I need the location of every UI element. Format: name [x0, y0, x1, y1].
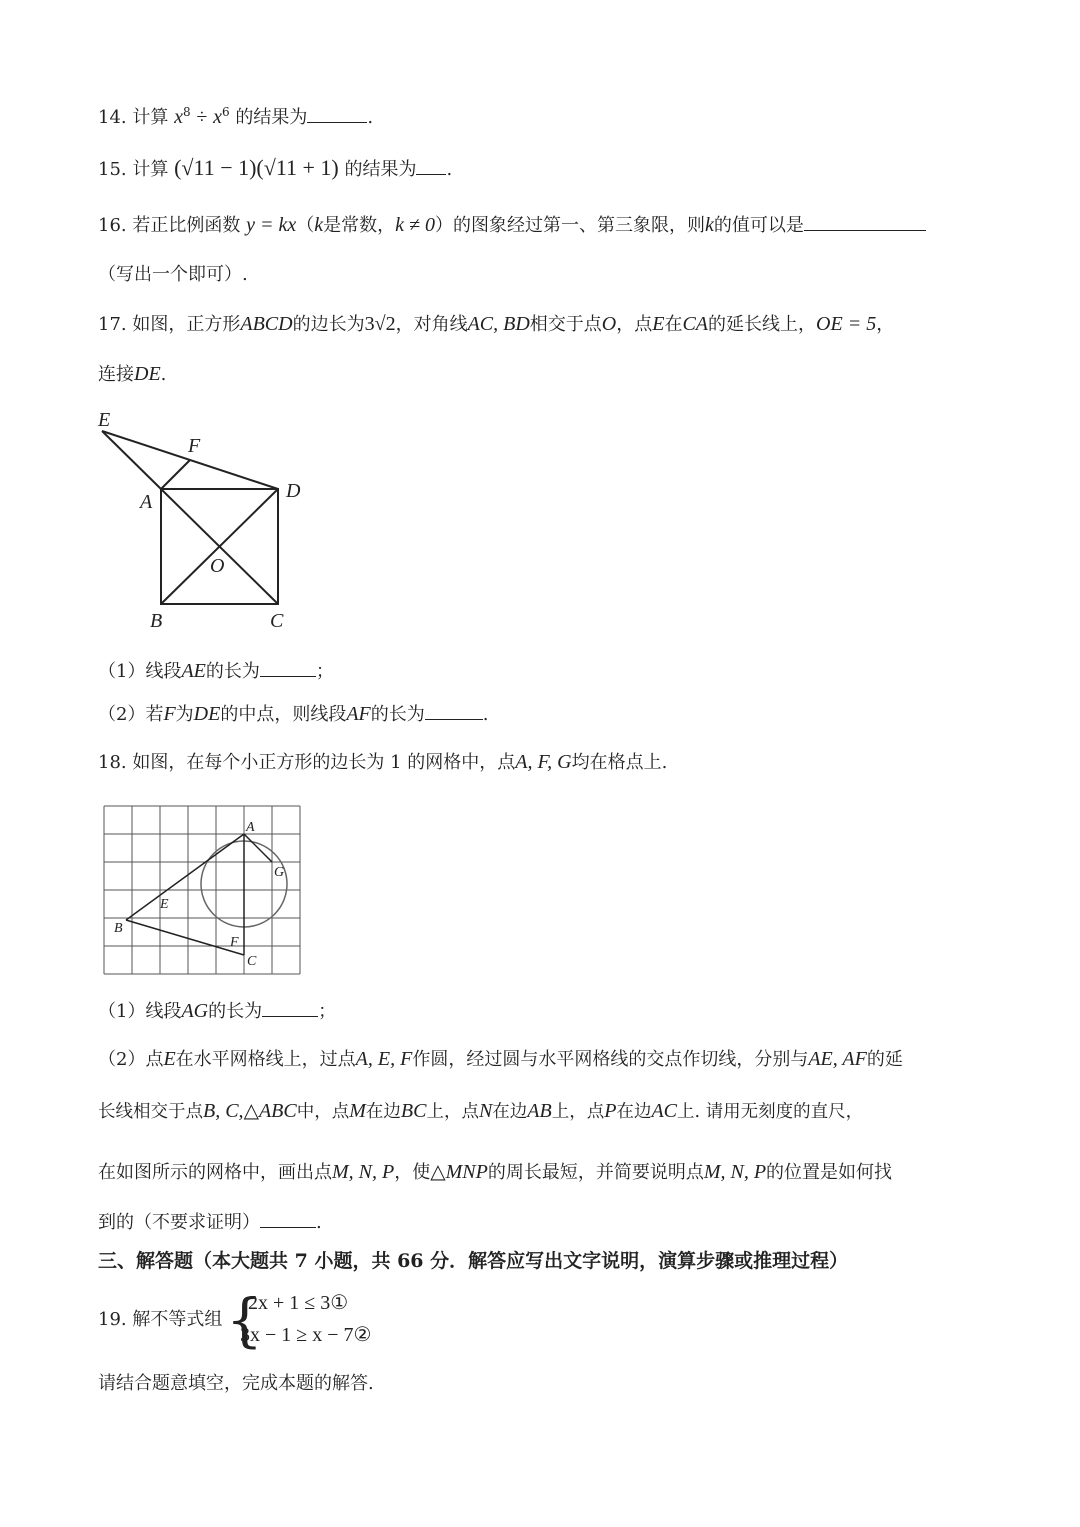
q18-sub1 [98, 999, 336, 1024]
q16-k2: k [705, 214, 714, 236]
q17-text-d: 相交于点 [529, 314, 602, 335]
q17-sub2-text-c: 的中点，则线段 [220, 704, 347, 725]
q17-sub2-f: F [163, 703, 176, 725]
q17-text-h: ， [876, 314, 895, 335]
q18-line1 [98, 750, 667, 775]
q18-sub2-l1-a: （2）点 [98, 1049, 164, 1070]
q17-sub2-text-d: 的长为 [370, 704, 425, 725]
q14-exp2: 6 [221, 105, 230, 119]
q17-sub1-text: （1）线段 [98, 661, 182, 682]
q17-label-b: B [150, 610, 163, 632]
q15-text: 计算 [132, 159, 169, 180]
q18-sub2-l3-mnp: M, N, P [332, 1161, 395, 1183]
q18-sub2-l2-ac: AC [651, 1100, 678, 1122]
q18-label-a: A [246, 820, 255, 835]
q15-answer-blank[interactable] [416, 158, 446, 175]
q18-sub2-l1-b: 在水平网格线上，过点 [175, 1049, 356, 1070]
q18-sub2-l4-end: . [316, 1212, 322, 1233]
q15-expression: (√11 − 1)(√11 + 1) [174, 155, 339, 180]
q18-sub2-l3-b: ，使 [394, 1162, 431, 1183]
q16-k1: k [314, 214, 324, 236]
q17-line2 [98, 362, 166, 387]
q14-answer-blank[interactable] [307, 106, 367, 123]
q17-text-b: 的边长为 [292, 314, 365, 335]
q18-sub2-l3-mnp2: M, N, P [703, 1161, 767, 1183]
q17-number: 17. [98, 314, 127, 335]
q17-sub2-de: DE [193, 703, 221, 725]
q15-line [98, 156, 452, 182]
q18-label-f: F [230, 935, 239, 950]
q17-o: O [601, 313, 617, 335]
q17-sub2-text-a: （2）若 [98, 704, 164, 725]
q17-sub2 [98, 702, 489, 727]
q19-dot: . [120, 1309, 127, 1330]
q16-text-a: 若正比例函数 [132, 215, 241, 236]
q18-sub2-l1-d: 的延 [866, 1049, 903, 1070]
q18-line-ab [126, 834, 244, 920]
q15-end: . [446, 159, 453, 180]
q19-text: 解不等式组 [132, 1309, 223, 1330]
q17-text-g: 的延长线上， [708, 314, 817, 335]
q16-text-c: 是常数， [323, 215, 396, 236]
q18-sub2-l2-a: 长线相交于点 [98, 1102, 203, 1122]
q18-label-c: C [247, 954, 257, 969]
q17-ca: CA [682, 313, 709, 335]
section-3-title: 三、解答题（本大题共 7 小题，共 66 分．解答应写出文字说明，演算步骤或推理过程） [98, 1250, 849, 1272]
q19-inequality-2: 3x − 1 ≥ x − 7② [240, 1324, 372, 1346]
q17-label-d: D [286, 480, 301, 502]
q16-text-b: （ [296, 215, 315, 236]
q17-figure [90, 400, 330, 640]
q18-sub2-l1-c: 作圆，经过圆与水平网格线的交点作切线，分别与 [412, 1049, 809, 1070]
q18-sub2-l2-ab: AB [527, 1100, 552, 1122]
q17-line2-end: . [160, 364, 167, 385]
q17-oe: OE = 5 [816, 313, 877, 335]
q18-sub2-l1-e: E [163, 1048, 176, 1070]
q17-de: DE [134, 363, 161, 385]
q18-sub2-l3-d: 的位置是如何找 [766, 1162, 893, 1183]
q19-inequality-1: 2x + 1 ≤ 3① [248, 1292, 349, 1314]
q16-answer-blank[interactable] [804, 214, 926, 231]
q17-text-a: 如图，正方形 [132, 314, 241, 335]
q18-sub2-l2-bc: B, C, [203, 1100, 244, 1122]
q17-text-e: ，点 [616, 314, 653, 335]
q14-end: . [367, 107, 374, 128]
q18-sub2-l1-aeaf: AE, AF [808, 1048, 867, 1070]
q14-text: 计算 [132, 107, 169, 128]
q18-sub1-text-b: 的长为 [208, 1001, 263, 1022]
q16-line2: （写出一个即可）. [98, 264, 248, 285]
q18-figure [98, 800, 308, 980]
q17-sub1-ae: AE [181, 660, 206, 682]
q14-base2: x [213, 106, 222, 128]
q18-points: A, F, G [515, 751, 572, 773]
q18-text-a: 如图，在每个小正方形的边长为 1 的网格中，点 [132, 752, 516, 773]
q17-sub1-end: ； [315, 661, 334, 682]
q18-number: 18. [98, 752, 127, 773]
q16-condition: k ≠ 0 [395, 214, 435, 236]
q18-sub2-blank[interactable] [260, 1211, 316, 1228]
q17-e: E [652, 313, 665, 335]
q18-sub2-line4 [98, 1211, 322, 1235]
q17-sub2-af: AF [346, 703, 371, 725]
q18-sub2-l2-f: 上，点 [551, 1102, 605, 1122]
q14-line [98, 100, 373, 130]
q18-line-bc [126, 920, 244, 955]
q18-text-b: 均在格点上. [571, 752, 668, 773]
q17-sub1-blank[interactable] [260, 660, 316, 677]
q19-line2: 请结合题意填空，完成本题的解答. [98, 1373, 374, 1394]
q19-number: 19 [98, 1309, 121, 1330]
q14-operator: ÷ [196, 106, 208, 128]
q18-sub1-ag: AG [181, 1000, 209, 1022]
q18-sub2-l2-tri: △ABC [243, 1100, 297, 1122]
q17-sub1 [98, 659, 334, 684]
q17-label-o: O [210, 555, 225, 577]
q14-number: 14. [98, 107, 127, 128]
q16-number: 16. [98, 215, 127, 236]
q18-sub2-l3-a: 在如图所示的网格中，画出点 [98, 1162, 332, 1183]
q17-side: 3√2 [364, 313, 396, 335]
q18-sub2-l2-e: 在边 [492, 1102, 528, 1122]
q15-text-post: 的结果为 [344, 159, 417, 180]
q17-label-c: C [270, 610, 284, 632]
q15-number: 15. [98, 159, 127, 180]
q18-sub2-l2-b: 中，点 [296, 1102, 350, 1122]
q16-text-d: ）的图象经过第一、第三象限，则 [435, 215, 705, 236]
q17-sub2-end: . [482, 704, 489, 725]
q18-label-g: G [274, 865, 285, 880]
q17-sub2-blank[interactable] [425, 703, 483, 720]
q14-exp1: 8 [183, 105, 191, 119]
q16-text-e: 的值可以是 [713, 215, 804, 236]
q18-sub2-line3 [98, 1160, 892, 1185]
q18-sub2-l2-c: 在边 [365, 1102, 401, 1122]
q18-sub2-line2 [98, 1099, 863, 1124]
q14-base1: x [174, 106, 183, 128]
q14-text-post: 的结果为 [235, 107, 308, 128]
q17-label-e: E [98, 409, 111, 431]
q18-sub2-l2-h: 上. 请用无刻度的直尺， [677, 1102, 864, 1122]
q18-sub2-l2-d: 上，点 [426, 1102, 479, 1122]
q17-line1 [98, 312, 894, 337]
q18-sub2-l2-g: 在边 [616, 1102, 652, 1122]
q18-sub1-text: （1）线段 [98, 1001, 182, 1022]
q18-sub2-l4-a: 到的（不要求证明） [98, 1212, 260, 1233]
q17-sub1-text-b: 的长为 [205, 661, 260, 682]
q17-abcd: ABCD [240, 313, 293, 335]
q17-text-f: 在 [664, 314, 683, 335]
q18-sub2-l2-bcside: BC [400, 1100, 427, 1122]
q18-label-b: B [114, 921, 123, 936]
q17-label-a: A [140, 491, 153, 513]
q18-sub2-l3-tri: △MNP [430, 1161, 488, 1183]
q18-label-e: E [160, 897, 169, 912]
q18-sub1-end: ； [318, 1001, 337, 1022]
q18-sub2-line1 [98, 1047, 903, 1072]
q19-line1 [98, 1308, 222, 1332]
q19-brace: { [226, 1286, 263, 1354]
q17-text-c: ，对角线 [395, 314, 468, 335]
q17-line2-text: 连接 [98, 364, 134, 385]
q17-diagonals: AC, BD [467, 313, 530, 335]
q17-sub2-text-b: 为 [175, 704, 194, 725]
q18-sub2-l2-m: M [349, 1100, 366, 1122]
q16-line1 [98, 213, 926, 238]
q18-sub1-blank[interactable] [262, 1000, 318, 1017]
q17-label-f: F [188, 435, 201, 457]
q16-equation: y = kx [246, 214, 297, 236]
q18-sub2-l2-p: P [604, 1100, 617, 1122]
q18-sub2-l2-n: N [478, 1100, 493, 1122]
q17-segment-af [161, 460, 190, 489]
q18-sub2-l3-c: 的周长最短，并简要说明点 [487, 1162, 704, 1183]
q18-sub2-l1-pts: A, E, F [355, 1048, 413, 1070]
